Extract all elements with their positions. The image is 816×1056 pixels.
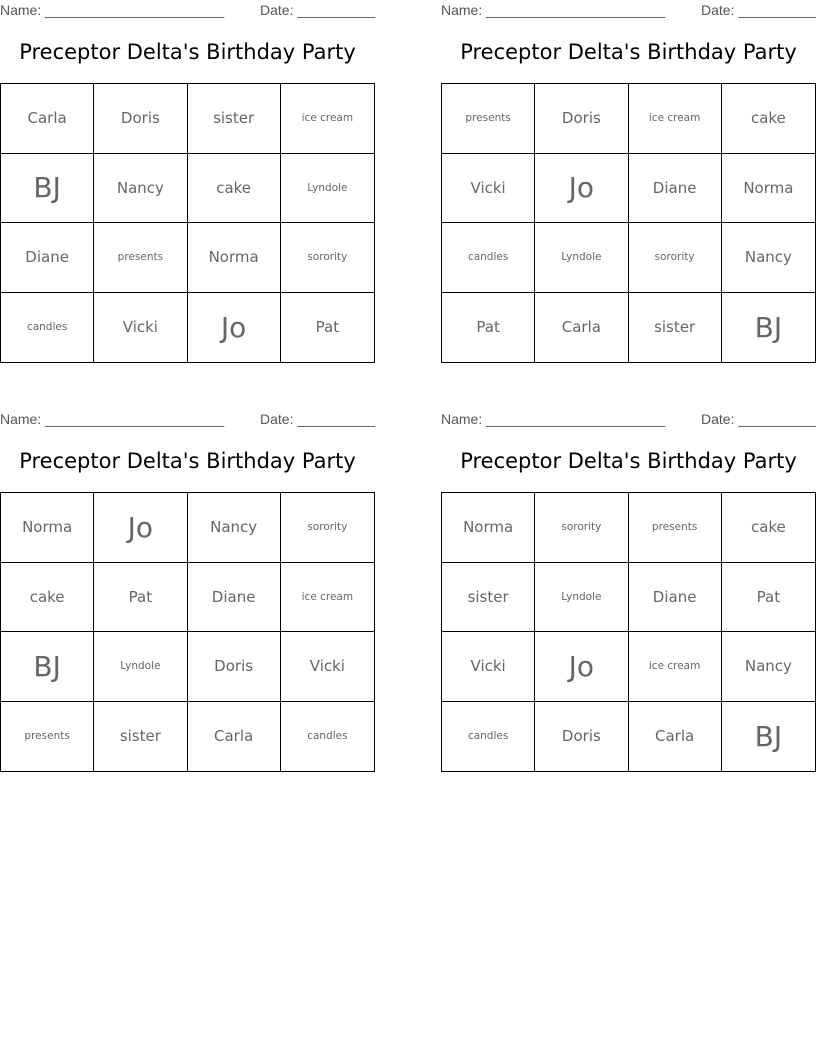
date-field: Date: __________	[701, 2, 816, 18]
bingo-cell: ice cream	[629, 84, 722, 154]
date-field: Date: __________	[260, 2, 376, 18]
bingo-grid	[0, 83, 375, 363]
bingo-cell: Lyndole	[535, 563, 628, 633]
bingo-cell: Lyndole	[281, 154, 374, 224]
bingo-cell: BJ	[1, 632, 94, 702]
bingo-cell: candles	[1, 293, 94, 363]
bingo-cell: presents	[629, 493, 722, 563]
bingo-cell: presents	[1, 702, 94, 772]
bingo-cell: Carla	[535, 293, 628, 363]
bingo-cell: Diane	[629, 563, 722, 633]
name-field: Name: _______________________	[441, 411, 666, 427]
bingo-cell: sister	[94, 702, 187, 772]
bingo-cell: cake	[1, 563, 94, 633]
bingo-cell: sorority	[281, 493, 374, 563]
bingo-cell: Lyndole	[535, 223, 628, 293]
bingo-grid	[441, 83, 816, 363]
bingo-cell: Nancy	[722, 632, 815, 702]
bingo-cell: candles	[307, 730, 348, 743]
bingo-cell: ice cream	[281, 563, 374, 633]
name-field: Name: _______________________	[0, 2, 225, 18]
bingo-cell: sister	[629, 293, 722, 363]
bingo-cell: candles	[442, 702, 535, 772]
bingo-cell: presents	[94, 223, 187, 293]
bingo-cell: Lyndole	[94, 632, 187, 702]
bingo-card	[0, 0, 375, 365]
bingo-cell: ice cream	[281, 84, 374, 154]
card-title: Preceptor Delta's Birthday Party	[460, 40, 797, 64]
bingo-cell: Doris	[94, 84, 187, 154]
bingo-cell: Nancy	[188, 493, 281, 563]
bingo-card	[441, 409, 816, 774]
bingo-cell: Diane	[1, 223, 94, 293]
bingo-cell: Vicki	[94, 293, 187, 363]
bingo-cell: BJ	[754, 719, 783, 753]
card-title: Preceptor Delta's Birthday Party	[19, 40, 356, 64]
bingo-cell: sorority	[629, 223, 722, 293]
bingo-cell: Carla	[629, 702, 722, 772]
bingo-cell: Doris	[535, 702, 628, 772]
bingo-cell: Vicki	[442, 632, 535, 702]
name-field: Name: _______________________	[0, 411, 225, 427]
bingo-cell: Nancy	[722, 223, 815, 293]
bingo-cell: Jo	[94, 493, 187, 563]
bingo-cell: cake	[722, 493, 815, 563]
bingo-cell: Carla	[1, 84, 94, 154]
bingo-card	[441, 0, 816, 365]
bingo-cell: Norma	[188, 223, 281, 293]
bingo-cell: Jo	[535, 632, 628, 702]
bingo-grid	[0, 492, 375, 772]
bingo-cell: Pat	[315, 318, 340, 337]
date-field: Date: __________	[701, 411, 816, 427]
bingo-cell: Doris	[535, 84, 628, 154]
bingo-cell: ice cream	[629, 632, 722, 702]
bingo-cell: cake	[722, 84, 815, 154]
bingo-cell: Norma	[442, 493, 535, 563]
bingo-card	[0, 409, 375, 774]
bingo-cell: cake	[188, 154, 281, 224]
bingo-cell: Jo	[535, 154, 628, 224]
bingo-cell: Diane	[188, 563, 281, 633]
bingo-cell: Carla	[188, 702, 281, 772]
bingo-cell: Nancy	[94, 154, 187, 224]
name-field: Name: _______________________	[441, 2, 666, 18]
bingo-cell: candles	[442, 223, 535, 293]
bingo-cell: sorority	[535, 493, 628, 563]
card-title: Preceptor Delta's Birthday Party	[19, 449, 356, 473]
bingo-cell: Vicki	[442, 154, 535, 224]
bingo-cell: Pat	[442, 293, 535, 363]
bingo-grid	[441, 492, 816, 772]
bingo-cell: sister	[188, 84, 281, 154]
bingo-cell: BJ	[1, 154, 94, 224]
bingo-cell: Vicki	[281, 632, 374, 702]
bingo-cell: Doris	[188, 632, 281, 702]
bingo-cell: BJ	[754, 310, 783, 344]
bingo-cell: Jo	[188, 293, 281, 363]
bingo-cell: sorority	[281, 223, 374, 293]
bingo-cell: Norma	[1, 493, 94, 563]
bingo-cell: Diane	[629, 154, 722, 224]
bingo-cell: sister	[442, 563, 535, 633]
date-field: Date: __________	[260, 411, 376, 427]
bingo-cell: Pat	[94, 563, 187, 633]
bingo-cell: Norma	[722, 154, 815, 224]
bingo-cell: Pat	[722, 563, 815, 633]
bingo-cell: presents	[442, 84, 535, 154]
card-title: Preceptor Delta's Birthday Party	[460, 449, 797, 473]
